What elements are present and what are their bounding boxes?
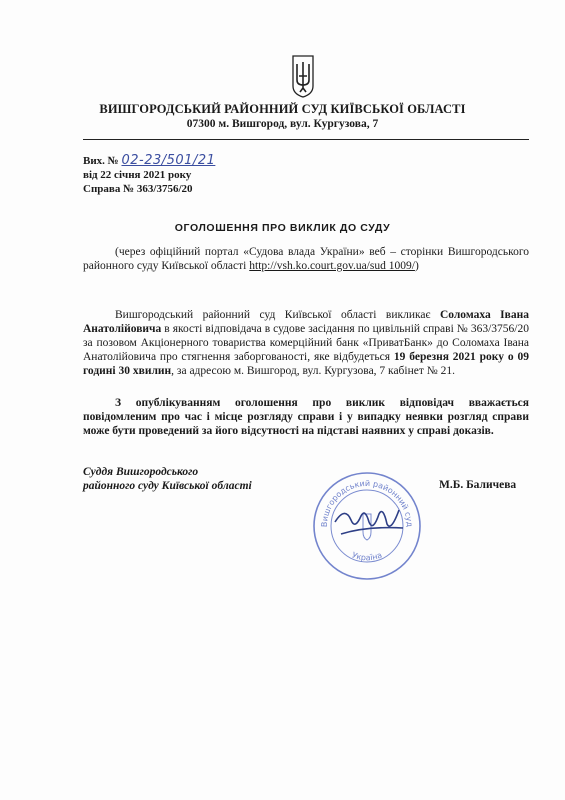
paragraph-portal <box>83 245 529 273</box>
outgoing-number: 02-23/501/21 <box>121 153 216 168</box>
portal-text-suffix: ) <box>414 260 419 272</box>
document-date: від 22 січня 2021 року <box>83 169 192 181</box>
trident-emblem-icon <box>290 54 316 98</box>
court-seal-icon <box>311 470 423 582</box>
judge-title-line2: районного суду Київської області <box>83 480 252 492</box>
seal-bottom-text: Україна <box>350 550 384 563</box>
outgoing-number-line <box>83 154 215 168</box>
judge-title <box>83 465 252 493</box>
court-name: ВИШГОРОДСЬКИЙ РАЙОННИЙ СУД КИЇВСЬКОЇ ОБЛАСТІ <box>99 102 466 116</box>
paragraph-summons <box>83 308 529 378</box>
judge-name: М.Б. Баличева <box>439 479 517 491</box>
svg-text:Вишгородський районний суд <box>320 479 414 528</box>
portal-text: (через офіційний портал «Судова влада України» веб – сторінки Вишгородського районного суду Київської області <box>83 246 529 272</box>
judge-title-line1: Суддя Вишгородського <box>83 466 199 478</box>
summons-text-3: , за адресою м. Вишгород, вул. Кургузова, 7 кабінет № 21. <box>171 365 455 377</box>
paragraph-consequence <box>83 396 529 438</box>
summons-text-2: в якості відповідача в судове засідання по цивільній справі № 363/3756/20 за позовом Акціонерного товариства комерційний банк «ПриватБанк» до Соломаха Івана Анатолійовича про стягнення заборгованості, яке відбудеться <box>83 323 529 363</box>
court-website-link[interactable]: http://vsh.ko.court.gov.ua/sud 1009/ <box>249 260 415 272</box>
consequence-text: З опублікуванням оголошення про виклик відповідач вважається повідомленим про час і місце розгляду справи і у випадку неявки розгляд справи може бути проведений за його відсутності на підставі наявних у справі доказів. <box>83 397 529 437</box>
header-divider <box>83 139 529 140</box>
hearing-datetime: 19 березня 2021 року о 09 годині 30 хвилин <box>83 351 529 377</box>
case-number: Справа № 363/3756/20 <box>83 183 193 195</box>
summons-text-1: Вишгородський районний суд Київської області викликає <box>115 309 440 321</box>
document-title: ОГОЛОШЕННЯ ПРО ВИКЛИК ДО СУДУ <box>174 222 391 234</box>
outgoing-label: Вих. № <box>83 155 119 167</box>
document-meta <box>83 154 215 196</box>
defendant-name: Соломаха Івана Анатолійовича <box>83 309 529 335</box>
seal-top-text: Вишгородський районний суд <box>319 478 415 528</box>
court-address: 07300 м. Вишгород, вул. Кургузова, 7 <box>186 118 379 130</box>
